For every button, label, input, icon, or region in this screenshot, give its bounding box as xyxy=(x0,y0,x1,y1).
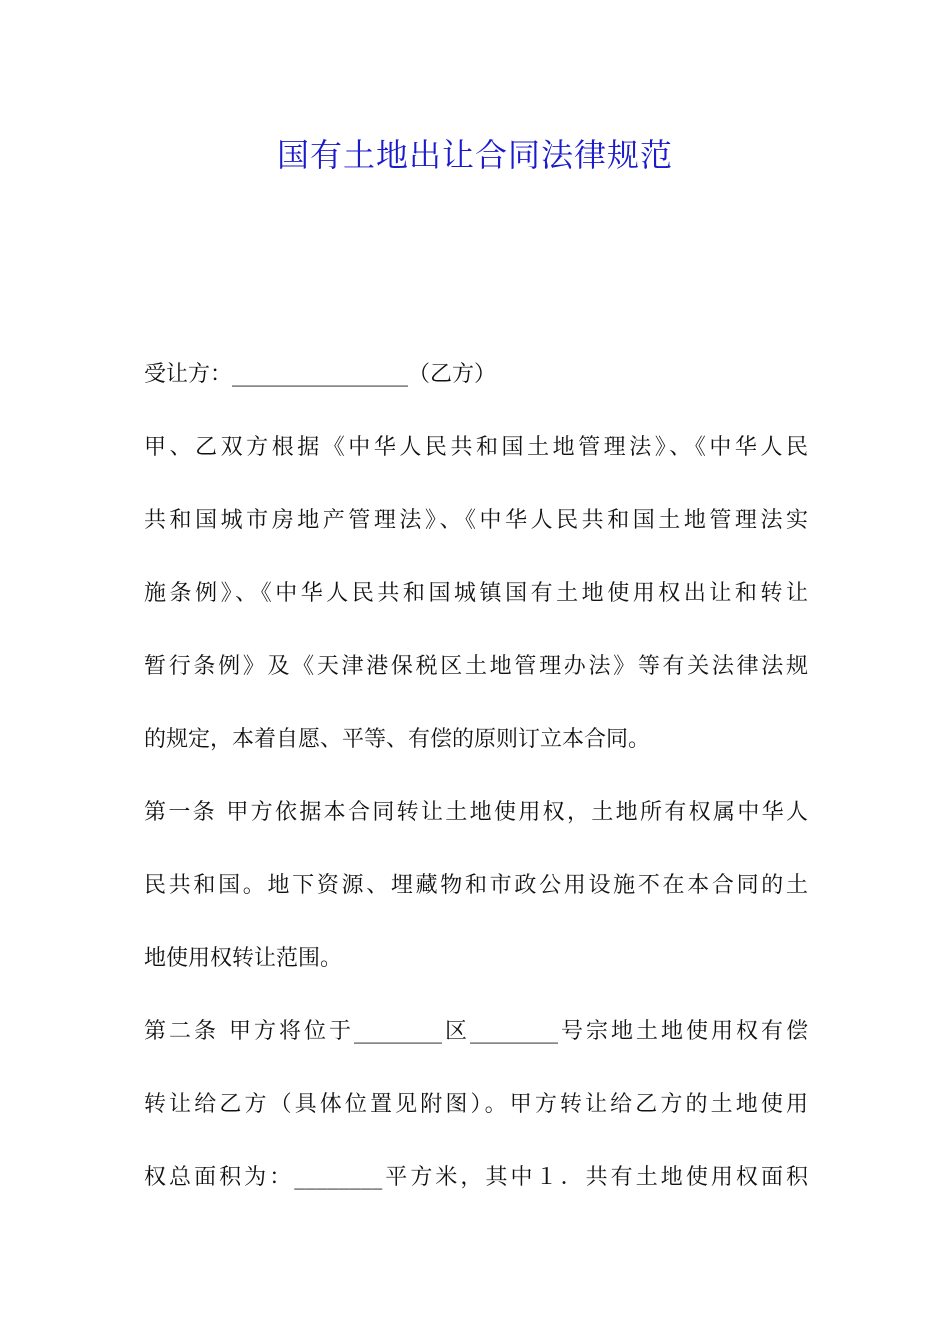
paragraph-line: 共和国城市房地产管理法》、《中华人民共和国土地管理法实 xyxy=(144,508,808,533)
paragraph-line: 甲、乙双方根据《中华人民共和国土地管理法》、《中华人民 xyxy=(144,435,808,460)
paragraph-line: 的规定，本着自愿、平等、有偿的原则订立本合同。 xyxy=(144,727,651,752)
article-2-line: 转让给乙方（具体位置见附图）。甲方转让给乙方的土地使用 xyxy=(144,1092,808,1117)
document-body xyxy=(144,338,808,1214)
article-1-line: 地使用权转让范围。 xyxy=(144,946,343,971)
paragraph-line: 施条例》、《中华人民共和国城镇国有土地使用权出让和转让 xyxy=(144,581,808,606)
document-title: 国有土地出让合同法律规范 xyxy=(276,136,673,174)
article-1-line: 民共和国。地下资源、埋藏物和市政公用设施不在本合同的土 xyxy=(144,873,808,898)
paragraph-line: 暂行条例》及《天津港保税区土地管理办法》等有关法律法规 xyxy=(144,654,808,679)
assignee-line: 受让方：________________（乙方） xyxy=(144,362,497,387)
article-2-line: 权总面积为：________平方米，其中１．共有土地使用权面积 xyxy=(144,1165,808,1190)
article-2-line: 第二条 甲方将位于________区________号宗地土地使用权有偿 xyxy=(144,1019,808,1044)
article-1-line: 第一条 甲方依据本合同转让土地使用权，土地所有权属中华人 xyxy=(144,800,808,825)
